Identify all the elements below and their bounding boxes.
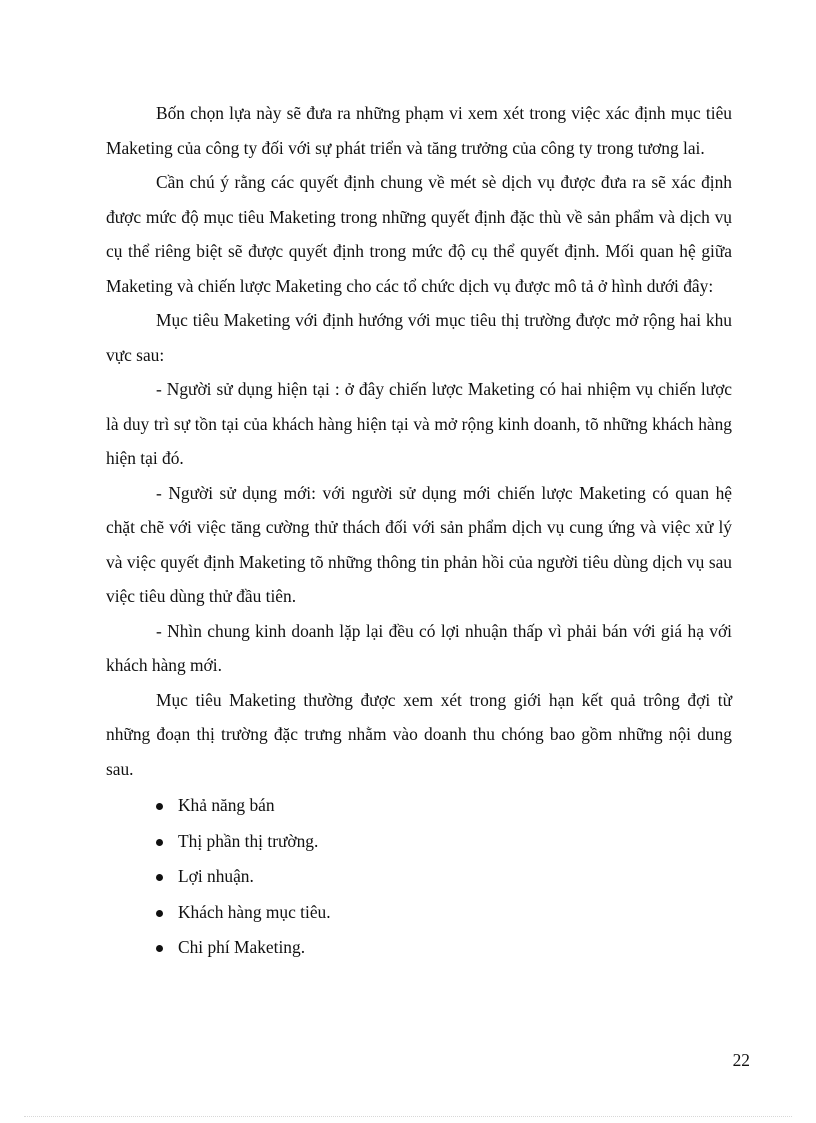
list-item — [106, 824, 732, 860]
bullet-icon — [156, 910, 163, 917]
list-item — [106, 788, 732, 824]
paragraph-3: Mục tiêu Maketing với định hướng với mục tiêu thị trường được mở rộng hai khu vực sau: — [106, 310, 732, 365]
list-item — [106, 930, 732, 966]
list-item-label: Khả năng bán — [178, 795, 275, 815]
paragraph-2: Cần chú ý rằng các quyết định chung về mét sè dịch vụ được đưa ra sẽ xác định được mức độ mục tiêu Maketing trong những quyết định đặc thù về sản phẩm và dịch vụ cụ thể riêng biệt sẽ được quyết định trong mức độ cụ thể quyết định. Mối quan hệ giữa Maketing và chiến lược Maketing cho các tổ chức dịch vụ được mô tả ở hình dưới đây: — [106, 172, 732, 296]
paragraph-1: Bốn chọn lựa này sẽ đưa ra những phạm vi xem xét trong việc xác định mục tiêu Maketing của công ty đối với sự phát triển và tăng trưởng của công ty trong tương lai. — [106, 103, 732, 158]
paragraph-6: - Nhìn chung kinh doanh lặp lại đều có lợi nhuận thấp vì phải bán với giá hạ với khách hàng mới. — [106, 620, 732, 675]
list-item-label: Khách hàng mục tiêu. — [178, 901, 331, 922]
page-number: 22 — [732, 1050, 750, 1070]
bullet-icon — [156, 839, 163, 846]
bullet-icon — [156, 945, 163, 952]
list-item-label: Thị phần thị trường. — [178, 830, 319, 851]
bullet-icon — [156, 803, 163, 810]
list-item — [106, 859, 732, 895]
page-bottom-divider — [24, 1116, 792, 1117]
body-text — [106, 96, 732, 966]
paragraph-5: - Người sử dụng mới: với người sử dụng mới chiến lược Maketing có quan hệ chặt chẽ với việc tăng cường thử thách đối với sản phẩm dịch vụ cung ứng và việc xử lý và việc quyết định Maketing tõ những thông tin phản hồi của người tiêu dùng dịch vụ sau việc tiêu dùng thử đầu tiên. — [106, 482, 732, 606]
list-item-label: Chi phí Maketing. — [178, 937, 306, 957]
list-item-label: Lợi nhuận. — [178, 866, 254, 886]
paragraph-7: Mục tiêu Maketing thường được xem xét trong giới hạn kết quả trông đợi từ những đoạn thị trường đặc trưng nhằm vào doanh thu chóng bao gồm những nội dung sau. — [106, 689, 732, 779]
list-item — [106, 895, 732, 931]
paragraph-4: - Người sử dụng hiện tại : ở đây chiến lược Maketing có hai nhiệm vụ chiến lược là duy trì sự tồn tại của khách hàng hiện tại và mở rộng kinh doanh, tõ những khách hàng hiện tại đó. — [106, 379, 732, 468]
bullet-list — [106, 788, 732, 966]
bullet-icon — [156, 874, 163, 881]
